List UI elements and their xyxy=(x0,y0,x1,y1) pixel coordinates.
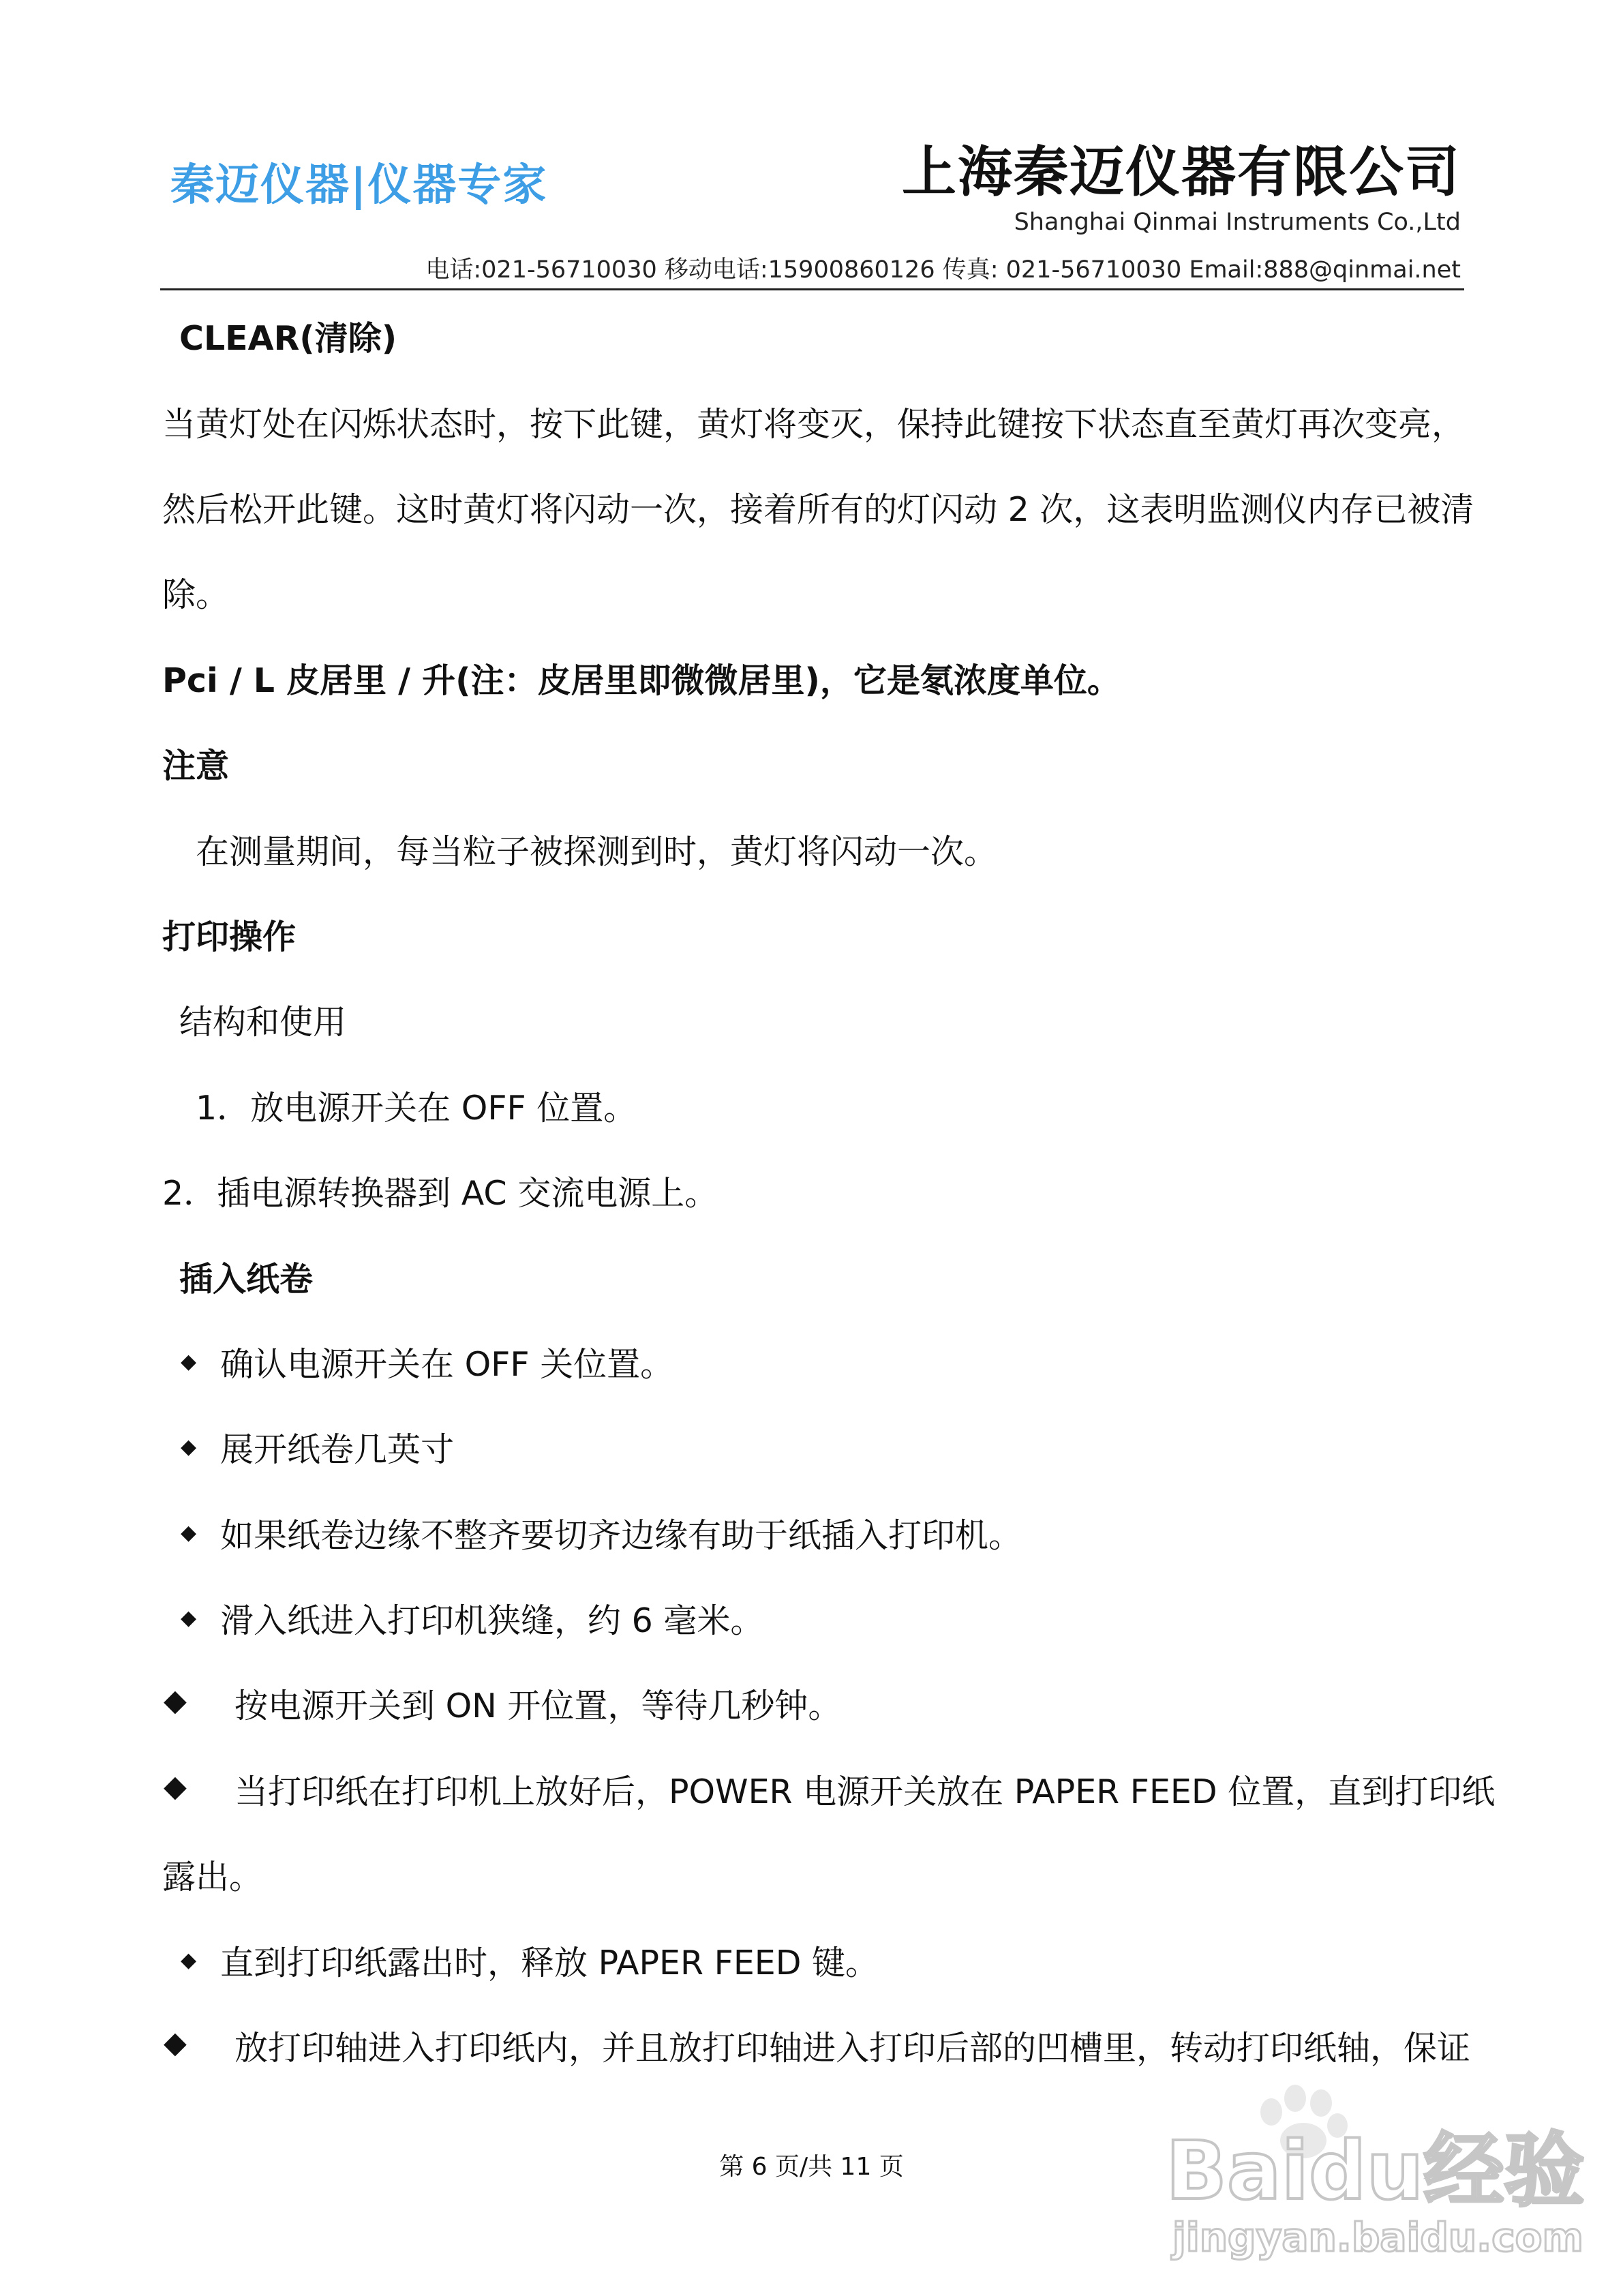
diamond-bullet-icon: ◆ xyxy=(164,2025,187,2060)
list-item: 确认电源开关在 OFF 关位置。 xyxy=(220,1345,674,1384)
clear-paragraph-line-2: 然后松开此键。这时黄灯将闪动一次，接着所有的灯闪动 2 次，这表明监测仪内存已被清 xyxy=(162,490,1474,529)
brand-logo-text: 秦迈仪器|仪器专家 xyxy=(170,160,548,211)
structure-subheading: 结构和使用 xyxy=(179,1003,347,1042)
diamond-bullet-icon: ◆ xyxy=(181,1350,197,1374)
list-item: 如果纸卷边缘不整齐要切齐边缘有助于纸插入打印机。 xyxy=(220,1516,1022,1555)
list-item: 滑入纸进入打印机狭缝，约 6 毫米。 xyxy=(220,1601,764,1640)
diamond-bullet-icon: ◆ xyxy=(181,1948,197,1972)
paper-feed-line-2: 露出。 xyxy=(162,1858,263,1897)
watermark-url-text: jingyan.baidu.com xyxy=(1172,2214,1583,2261)
clear-paragraph-line-1: 当黄灯处在闪烁状态时，按下此键，黄灯将变灭，保持此键按下状态直至黄灯再次变亮， xyxy=(162,405,1466,444)
watermark-brand-text: Baidu经验 xyxy=(1166,2124,1585,2218)
attention-heading: 注意 xyxy=(162,746,230,785)
unit-note: Pci / L 皮居里 / 升(注：皮居里即微微居里)，它是氡浓度单位。 xyxy=(162,661,1121,700)
attention-text: 在测量期间，每当粒子被探测到时，黄灯将闪动一次。 xyxy=(196,832,998,871)
baidu-jingyan-watermark xyxy=(1159,2072,1585,2263)
diamond-bullet-icon: ◆ xyxy=(164,1769,187,1804)
step-1: 1．放电源开关在 OFF 位置。 xyxy=(196,1089,637,1128)
clear-paragraph-line-3: 除。 xyxy=(162,575,230,614)
insert-roll-heading: 插入纸卷 xyxy=(179,1260,314,1299)
diamond-bullet-icon: ◆ xyxy=(181,1435,197,1459)
diamond-bullet-icon: ◆ xyxy=(181,1606,197,1630)
page-number: 第 6 页/共 11 页 xyxy=(719,2153,904,2181)
paper-feed-line-1: 当打印纸在打印机上放好后，POWER 电源开关放在 PAPER FEED 位置，直到打印纸 xyxy=(234,1772,1496,1811)
company-name-cn: 上海秦迈仪器有限公司 xyxy=(902,140,1461,204)
list-item: 展开纸卷几英寸 xyxy=(220,1430,455,1469)
company-name-en: Shanghai Qinmai Instruments Co.,Ltd xyxy=(1014,209,1461,236)
print-operation-heading: 打印操作 xyxy=(162,918,297,956)
power-on-instruction: 按电源开关到 ON 开位置，等待几秒钟。 xyxy=(234,1687,842,1725)
header-divider xyxy=(160,288,1464,290)
contact-info: 电话:021-56710030 移动电话:15900860126 传真: 021-56710030 Email:888@qinmai.net xyxy=(425,256,1461,284)
diamond-bullet-icon: ◆ xyxy=(164,1683,187,1718)
diamond-bullet-icon: ◆ xyxy=(181,1521,197,1545)
release-instruction: 直到打印纸露出时，释放 PAPER FEED 键。 xyxy=(220,1944,879,1982)
axis-instruction: 放打印轴进入打印纸内，并且放打印轴进入打印后部的凹槽里，转动打印纸轴，保证 xyxy=(234,2029,1471,2068)
step-2: 2．插电源转换器到 AC 交流电源上。 xyxy=(162,1174,718,1213)
clear-heading: CLEAR(清除) xyxy=(179,319,397,358)
